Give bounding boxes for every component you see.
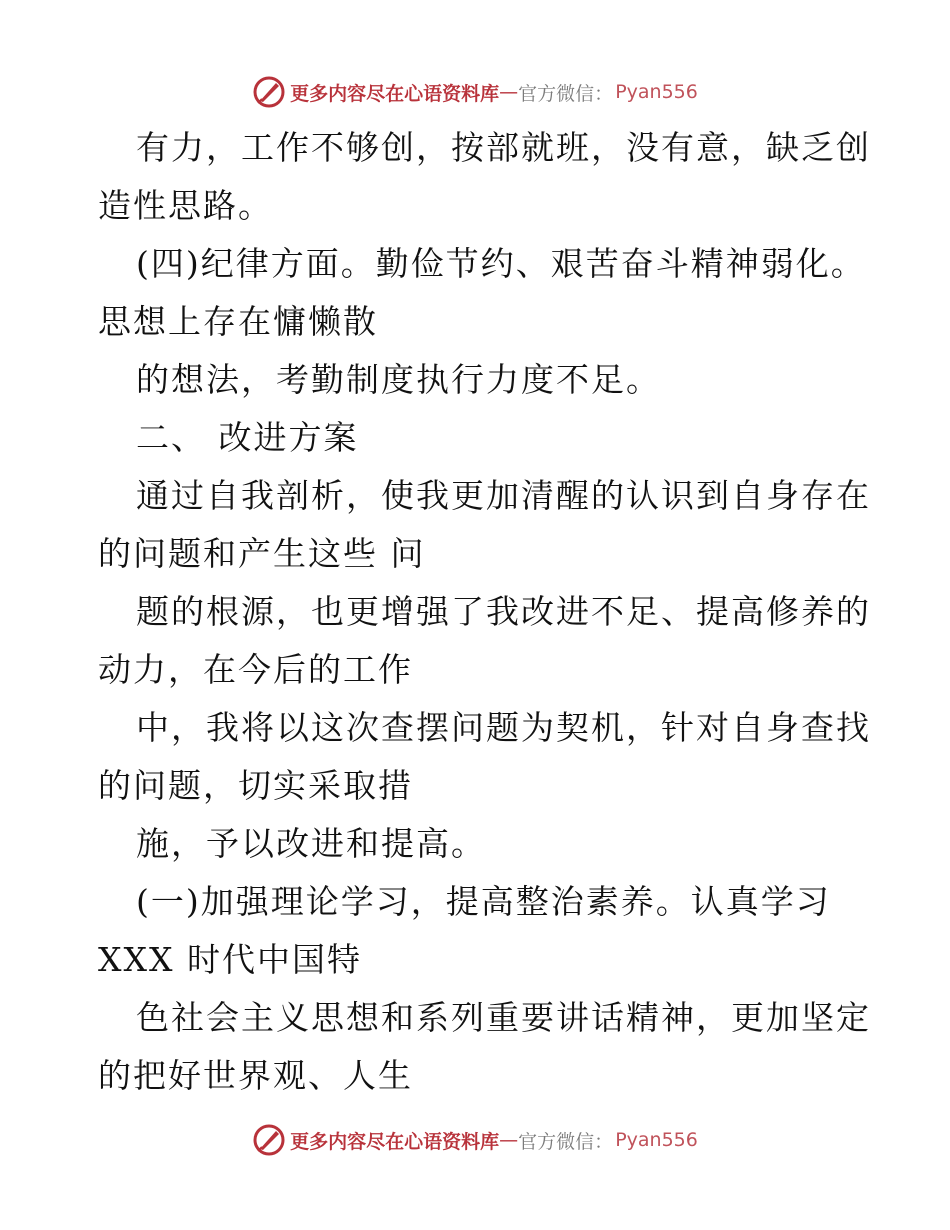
text-line-11: 中，我将以这次查摆问题为契机，针对自身查找	[136, 708, 871, 747]
text-line-1: 有力，工作不够创，按部就班，没有意，缺乏创	[136, 128, 871, 167]
text-line-13: 施，予以改进和提高。	[136, 824, 486, 863]
text-line-5: 的想法，考勤制度执行力度不足。	[136, 360, 661, 399]
banner-brand-text: 更多内容尽在心语资料库	[290, 1130, 500, 1153]
banner-separator: —	[499, 81, 519, 103]
text-line-8: 的问题和产生这些 问	[98, 534, 426, 573]
text-line-17: 的把好世界观、人生	[98, 1056, 413, 1095]
quill-pen-logo-icon	[252, 1123, 286, 1157]
text-line-14: (一)加强理论学习，提高整治素养。认真学习	[136, 882, 831, 921]
text-line-15: XXX 时代中国特	[98, 940, 362, 979]
text-line-16: 色社会主义思想和系列重要讲话精神，更加坚定	[136, 998, 871, 1037]
text-line-7: 通过自我剖析，使我更加清醒的认识到自身存在	[136, 476, 871, 515]
text-line-4: 思想上存在慵懒散	[98, 302, 378, 341]
banner-separator: —	[499, 1129, 519, 1151]
banner-brand-text: 更多内容尽在心语资料库	[290, 82, 500, 105]
banner-wechat-id: Pyan556	[615, 81, 698, 103]
text-line-3: (四)纪律方面。勤俭节约、艰苦奋斗精神弱化。	[136, 244, 866, 283]
banner-official-label: 官方微信：	[518, 1130, 614, 1153]
banner-official-label: 官方微信：	[518, 82, 614, 105]
text-line-10: 动力，在今后的工作	[98, 650, 413, 689]
text-line-9: 题的根源，也更增强了我改进不足、提高修养的	[136, 592, 871, 631]
banner-wechat-id: Pyan556	[615, 1129, 698, 1151]
section-heading: 二、 改进方案	[136, 418, 359, 457]
text-line-2: 造性思路。	[98, 186, 273, 225]
footer-banner	[0, 1120, 950, 1160]
quill-pen-logo-icon	[252, 75, 286, 109]
text-line-12: 的问题，切实采取措	[98, 766, 413, 805]
header-banner	[0, 72, 950, 112]
